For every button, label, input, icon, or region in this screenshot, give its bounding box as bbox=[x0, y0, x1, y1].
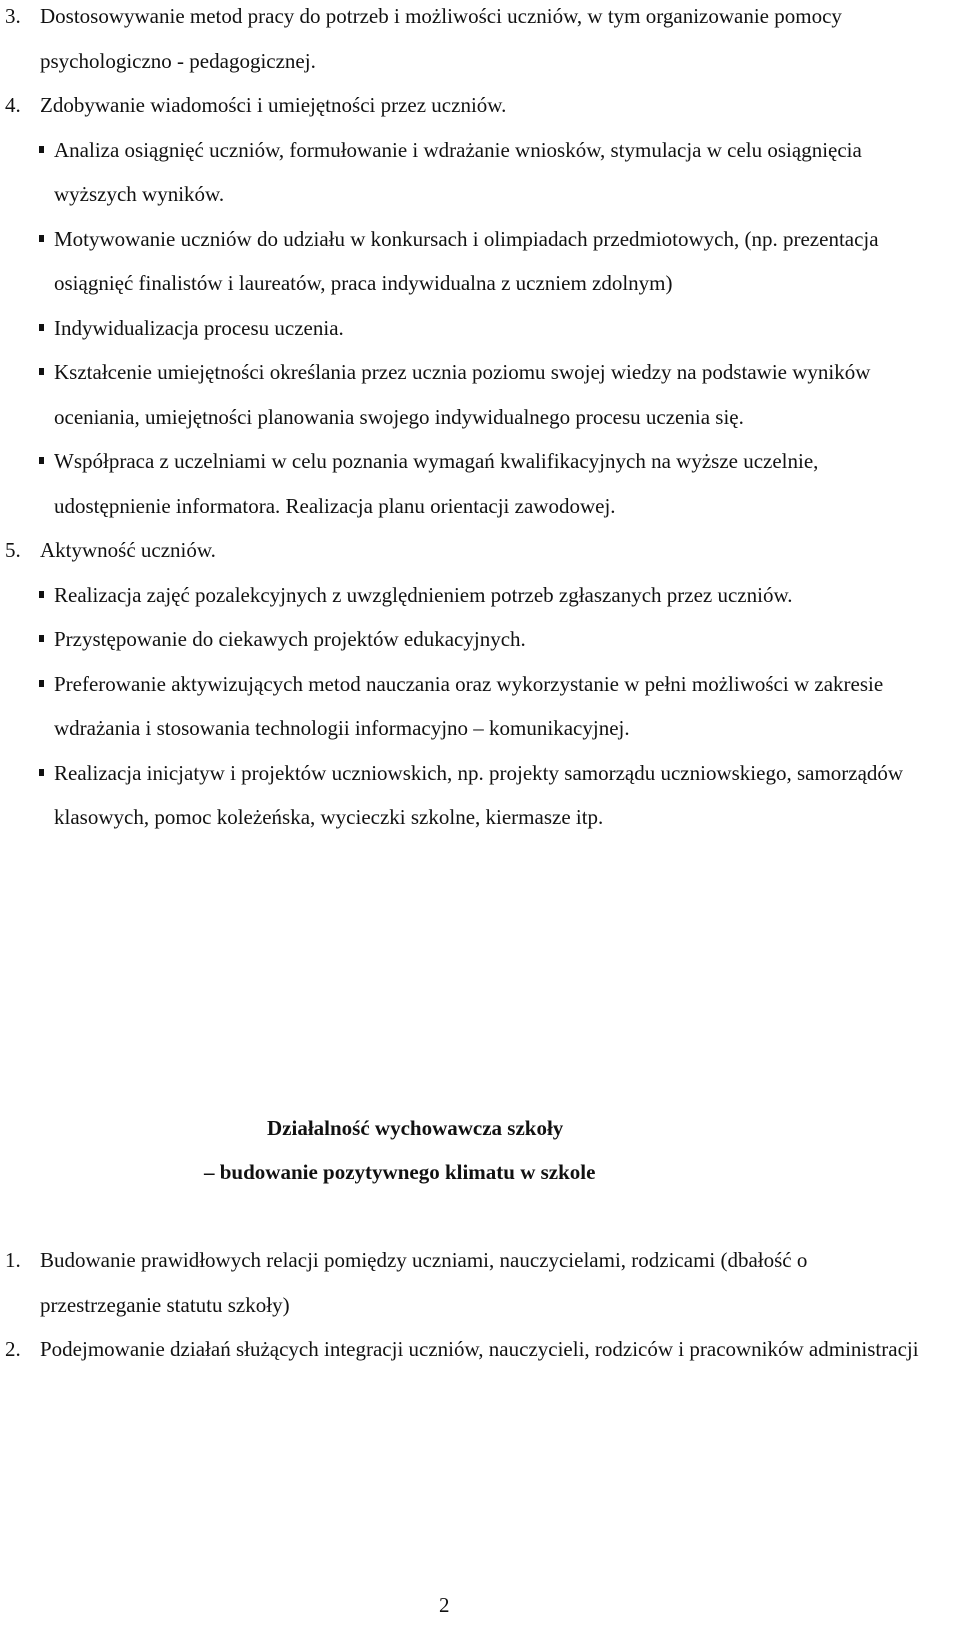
section-subheading: – budowanie pozytywnego klimatu w szkole bbox=[204, 1160, 596, 1184]
page-number: 2 bbox=[439, 1593, 450, 1617]
list-item bbox=[0, 83, 960, 128]
list-number: 3. bbox=[5, 4, 21, 28]
square-bullet-icon bbox=[39, 324, 44, 331]
list-item-text: Realizacja zajęć pozalekcyjnych z uwzględnieniem potrzeb zgłaszanych przez uczniów. bbox=[54, 582, 793, 607]
list-item-text: Przystępowanie do ciekawych projektów edukacyjnych. bbox=[54, 627, 526, 651]
list-item bbox=[0, 0, 960, 83]
list-number: 2. bbox=[5, 1337, 21, 1361]
list-item-text: Indywidualizacja procesu uczenia. bbox=[54, 315, 344, 340]
square-bullet-icon bbox=[39, 457, 44, 464]
list-item bbox=[0, 751, 960, 840]
list-item-text: Dostosowywanie metod pracy do potrzeb i możliwości uczniów, w tym organizowanie pomocy psychologiczno - pedagogicznej. bbox=[40, 4, 842, 73]
square-bullet-icon bbox=[39, 769, 44, 776]
square-bullet-icon bbox=[39, 680, 44, 687]
list-item bbox=[0, 1327, 960, 1372]
list-number: 1. bbox=[5, 1248, 21, 1272]
square-bullet-icon bbox=[39, 146, 44, 153]
list-item-text: Aktywność uczniów. bbox=[40, 538, 216, 562]
list-item bbox=[0, 306, 960, 351]
list-item-text: Podejmowanie działań służących integracji uczniów, nauczycieli, rodziców i pracowników administracji bbox=[40, 1337, 919, 1361]
square-bullet-icon bbox=[39, 235, 44, 242]
bottom-list bbox=[0, 1238, 960, 1372]
list-item-text: Budowanie prawidłowych relacji pomiędzy uczniami, nauczycielami, rodzicami (dbałość o przestrzeganie statutu szkoły) bbox=[40, 1248, 808, 1317]
list-item bbox=[0, 1238, 960, 1327]
section-heading: Działalność wychowawcza szkoły bbox=[267, 1116, 564, 1140]
list-item-text: Preferowanie aktywizujących metod nauczania oraz wykorzystanie w pełni możliwości w zakresie wdrażania i stosowania technologii informacyjno – komunikacyjnej. bbox=[54, 671, 884, 740]
list-item-text: Zdobywanie wiadomości i umiejętności przez uczniów. bbox=[40, 93, 507, 117]
list-number: 5. bbox=[5, 538, 21, 562]
list-item-text: Współpraca z uczelniami w celu poznania wymagań kwalifikacyjnych na wyższe uczelnie, udostępnienie informatora. Realizacja planu orientacji zawodowej. bbox=[54, 449, 819, 518]
list-item bbox=[0, 573, 960, 618]
list-item bbox=[0, 128, 960, 217]
square-bullet-icon bbox=[39, 635, 44, 642]
list-item bbox=[0, 350, 960, 439]
list-item-text: Realizacja inicjatyw i projektów uczniowskich, np. projekty samorządu uczniowskiego, samorządów klasowych, pomoc koleżeńska, wycieczki szkolne, kiermasze itp. bbox=[54, 760, 904, 829]
square-bullet-icon bbox=[39, 368, 44, 375]
list-item-text: Analiza osiągnięć uczniów, formułowanie i wdrażanie wniosków, stymulacja w celu osiągnięcia wyższych wyników. bbox=[54, 137, 862, 206]
list-item bbox=[0, 617, 960, 662]
list-item bbox=[0, 528, 960, 573]
list-item bbox=[0, 217, 960, 306]
list-item-text: Motywowanie uczniów do udziału w konkursach i olimpiadach przedmiotowych, (np. prezentacja osiągnięć finalistów i laureatów, praca indywidualna z uczniem zdolnym) bbox=[54, 226, 879, 295]
list-item-text: Kształcenie umiejętności określania przez ucznia poziomu swojej wiedzy na podstawie wyników oceniania, umiejętności planowania swojego indywidualnego procesu uczenia się. bbox=[54, 360, 871, 429]
square-bullet-icon bbox=[39, 591, 44, 598]
list-item bbox=[0, 439, 960, 528]
list-number: 4. bbox=[5, 93, 21, 117]
list-item bbox=[0, 662, 960, 751]
